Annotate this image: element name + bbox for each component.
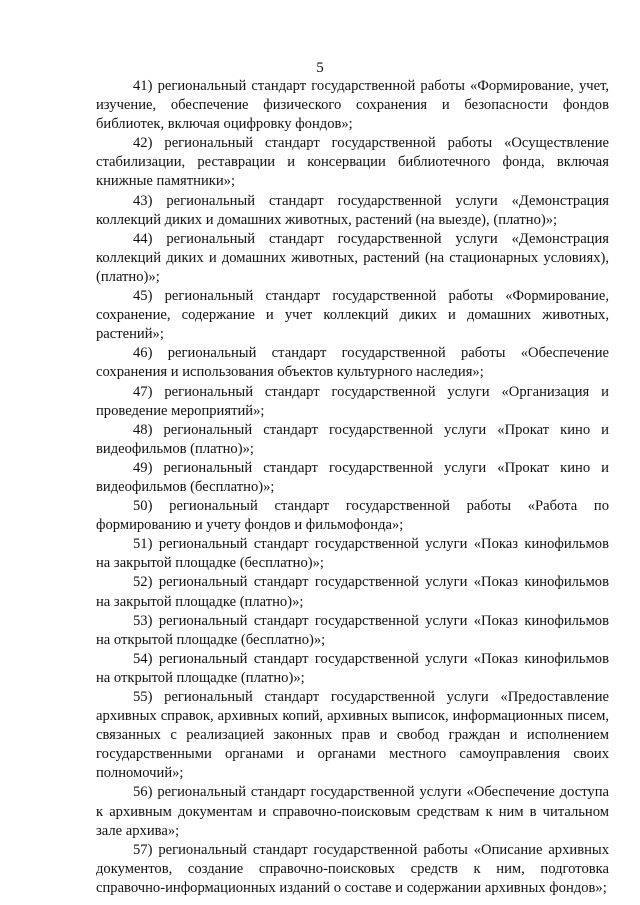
- list-item: 44) региональный стандарт государственной услуги «Демонстрация коллекций диких и домашних животных, растений (на стационарных условиях), (платно)»;: [96, 230, 609, 285]
- list-item: 48) региональный стандарт государственной услуги «Прокат кино и видеофильмов (платно)»;: [96, 421, 609, 457]
- list-item: 41) региональный стандарт государственной работы «Формирование, учет, изучение, обеспечение физического сохранения и безопасности фондов библиотек, включая оцифровку фондов»;: [96, 78, 609, 133]
- list-item: 56) региональный стандарт государственной услуги «Обеспечение доступа к архивным документам и справочно-поисковым средствам к ним в читальном зале архива»;: [96, 784, 609, 839]
- page-number: 5: [316, 60, 324, 76]
- list-item: 53) региональный стандарт государственной услуги «Показ кинофильмов на открытой площадке (бесплатно)»;: [96, 612, 609, 648]
- list-item: 50) региональный стандарт государственной работы «Работа по формированию и учету фондов и фильмофонда»;: [96, 498, 609, 534]
- list-item: 43) региональный стандарт государственной услуги «Демонстрация коллекций диких и домашних животных, растений (на выезде), (платно)»;: [96, 192, 609, 228]
- list-item: 52) региональный стандарт государственной услуги «Показ кинофильмов на закрытой площадке (платно)»;: [96, 574, 609, 610]
- list-item: 55) региональный стандарт государственной услуги «Предоставление архивных справок, архивных копий, архивных выписок, информационных писем, связанных с реализацией законных прав и свобод граждан и исполнением государственными органами и органами местного самоуправления своих полномочий»;: [96, 689, 609, 782]
- list-item: 54) региональный стандарт государственной услуги «Показ кинофильмов на открытой площадке (платно)»;: [96, 650, 609, 686]
- list-item: 51) региональный стандарт государственной услуги «Показ кинофильмов на закрытой площадке (бесплатно)»;: [96, 536, 609, 572]
- list-item: 57) региональный стандарт государственной работы «Описание архивных документов, создание справочно-поисковых средств к ним, подготовка справочно-информационных изданий о составе и содержании архивных фондов»;: [96, 841, 609, 896]
- list-item: 46) региональный стандарт государственной работы «Обеспечение сохранения и использования объектов культурного наследия»;: [96, 345, 609, 381]
- regional-standards-list: [96, 77, 609, 898]
- list-item: 45) региональный стандарт государственной работы «Формирование, сохранение, содержание и учет коллекций диких и домашних животных, растений»;: [96, 288, 609, 343]
- list-item: 42) региональный стандарт государственной работы «Осуществление стабилизации, реставрации и консервации библиотечного фонда, включая книжные памятники»;: [96, 135, 609, 190]
- list-item: 49) региональный стандарт государственной услуги «Прокат кино и видеофильмов (бесплатно)»;: [96, 459, 609, 495]
- list-item: 47) региональный стандарт государственной услуги «Организация и проведение мероприятий»;: [96, 383, 609, 419]
